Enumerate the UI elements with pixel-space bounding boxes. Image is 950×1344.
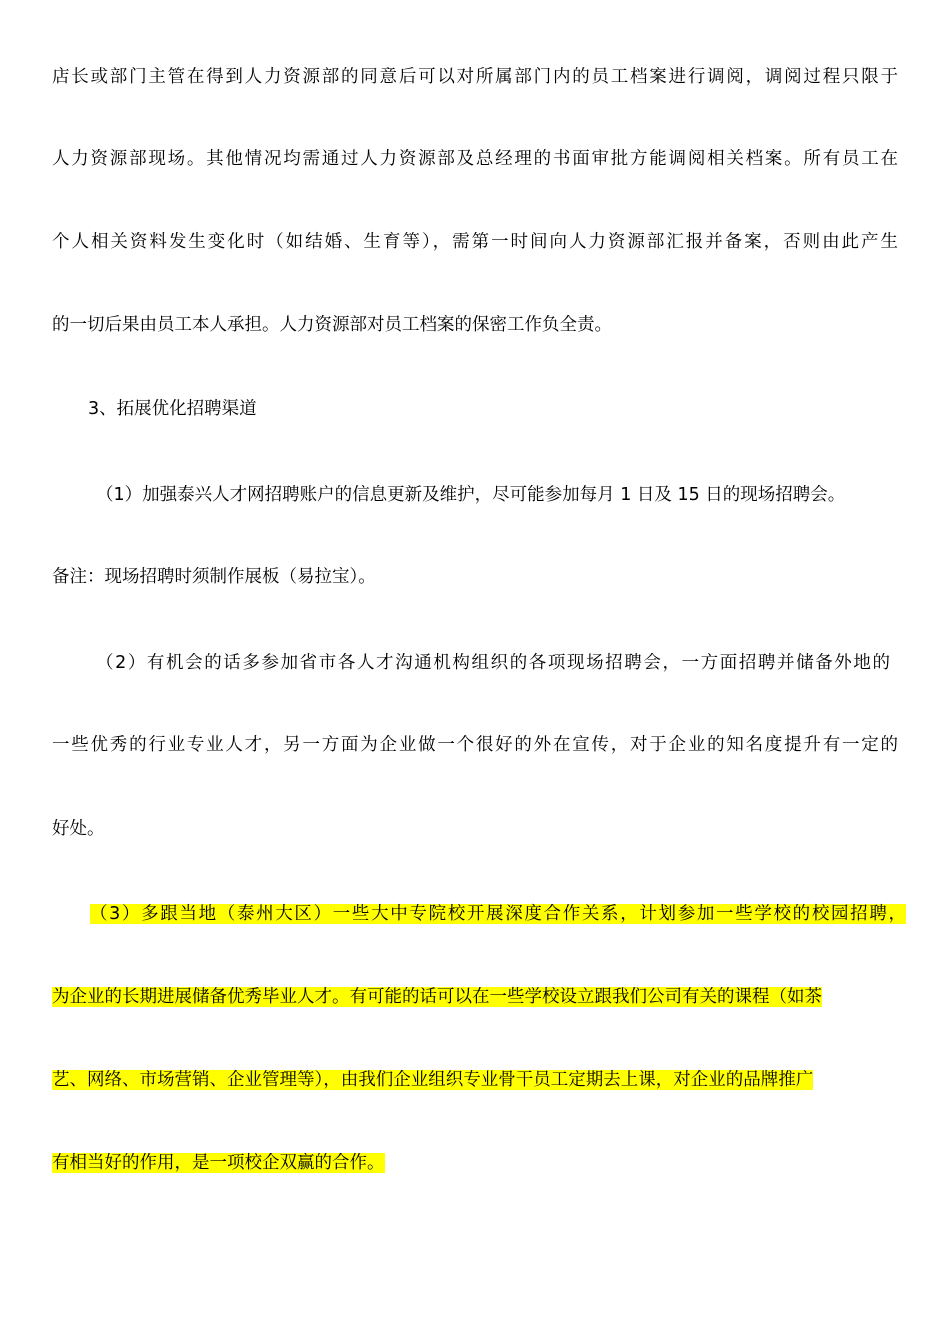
highlighted-line — [52, 1065, 898, 1095]
list-item: （2）有机会的话多参加省市各人才沟通机构组织的各项现场招聘会，一方面招聘并储备外地的 — [96, 653, 890, 673]
paragraph-line: 一些优秀的行业专业人才，另一方面为企业做一个很好的外在宣传，对于企业的知名度提升有一定的 — [52, 735, 898, 755]
highlighted-line — [52, 982, 898, 1012]
highlighted-line — [52, 1148, 898, 1178]
highlighted-text: 艺、网络、市场营销、企业管理等），由我们企业组织专业骨干员工定期去上课，对企业的品牌推广 — [52, 1070, 814, 1090]
paragraph-line: 店长或部门主管在得到人力资源部的同意后可以对所属部门内的员工档案进行调阅，调阅过程只限于 — [52, 67, 898, 87]
list-item: （1）加强泰兴人才网招聘账户的信息更新及维护，尽可能参加每月 1 日及 15 日的现场招聘会。 — [96, 485, 846, 505]
note-line: 备注：现场招聘时须制作展板（易拉宝）。 — [52, 567, 376, 587]
paragraph-line: 好处。 — [52, 819, 105, 839]
paragraph-line: 人力资源部现场。其他情况均需通过人力资源部及总经理的书面审批方能调阅相关档案。所有员工在 — [52, 149, 898, 169]
highlighted-text: （3）多跟当地（泰州大区）一些大中专院校开展深度合作关系，计划参加一些学校的校园招聘， — [90, 904, 906, 924]
highlighted-list-item — [90, 899, 906, 929]
paragraph-line: 个人相关资料发生变化时（如结婚、生育等），需第一时间向人力资源部汇报并备案，否则由此产生 — [52, 232, 898, 252]
highlighted-text: 为企业的长期进展储备优秀毕业人才。有可能的话可以在一些学校设立跟我们公司有关的课程（如茶 — [52, 987, 822, 1007]
highlighted-text: 有相当好的作用，是一项校企双赢的合作。 — [52, 1153, 385, 1173]
section-heading: 3、拓展优化招聘渠道 — [88, 399, 257, 419]
paragraph-line: 的一切后果由员工本人承担。人力资源部对员工档案的保密工作负全责。 — [52, 315, 612, 335]
